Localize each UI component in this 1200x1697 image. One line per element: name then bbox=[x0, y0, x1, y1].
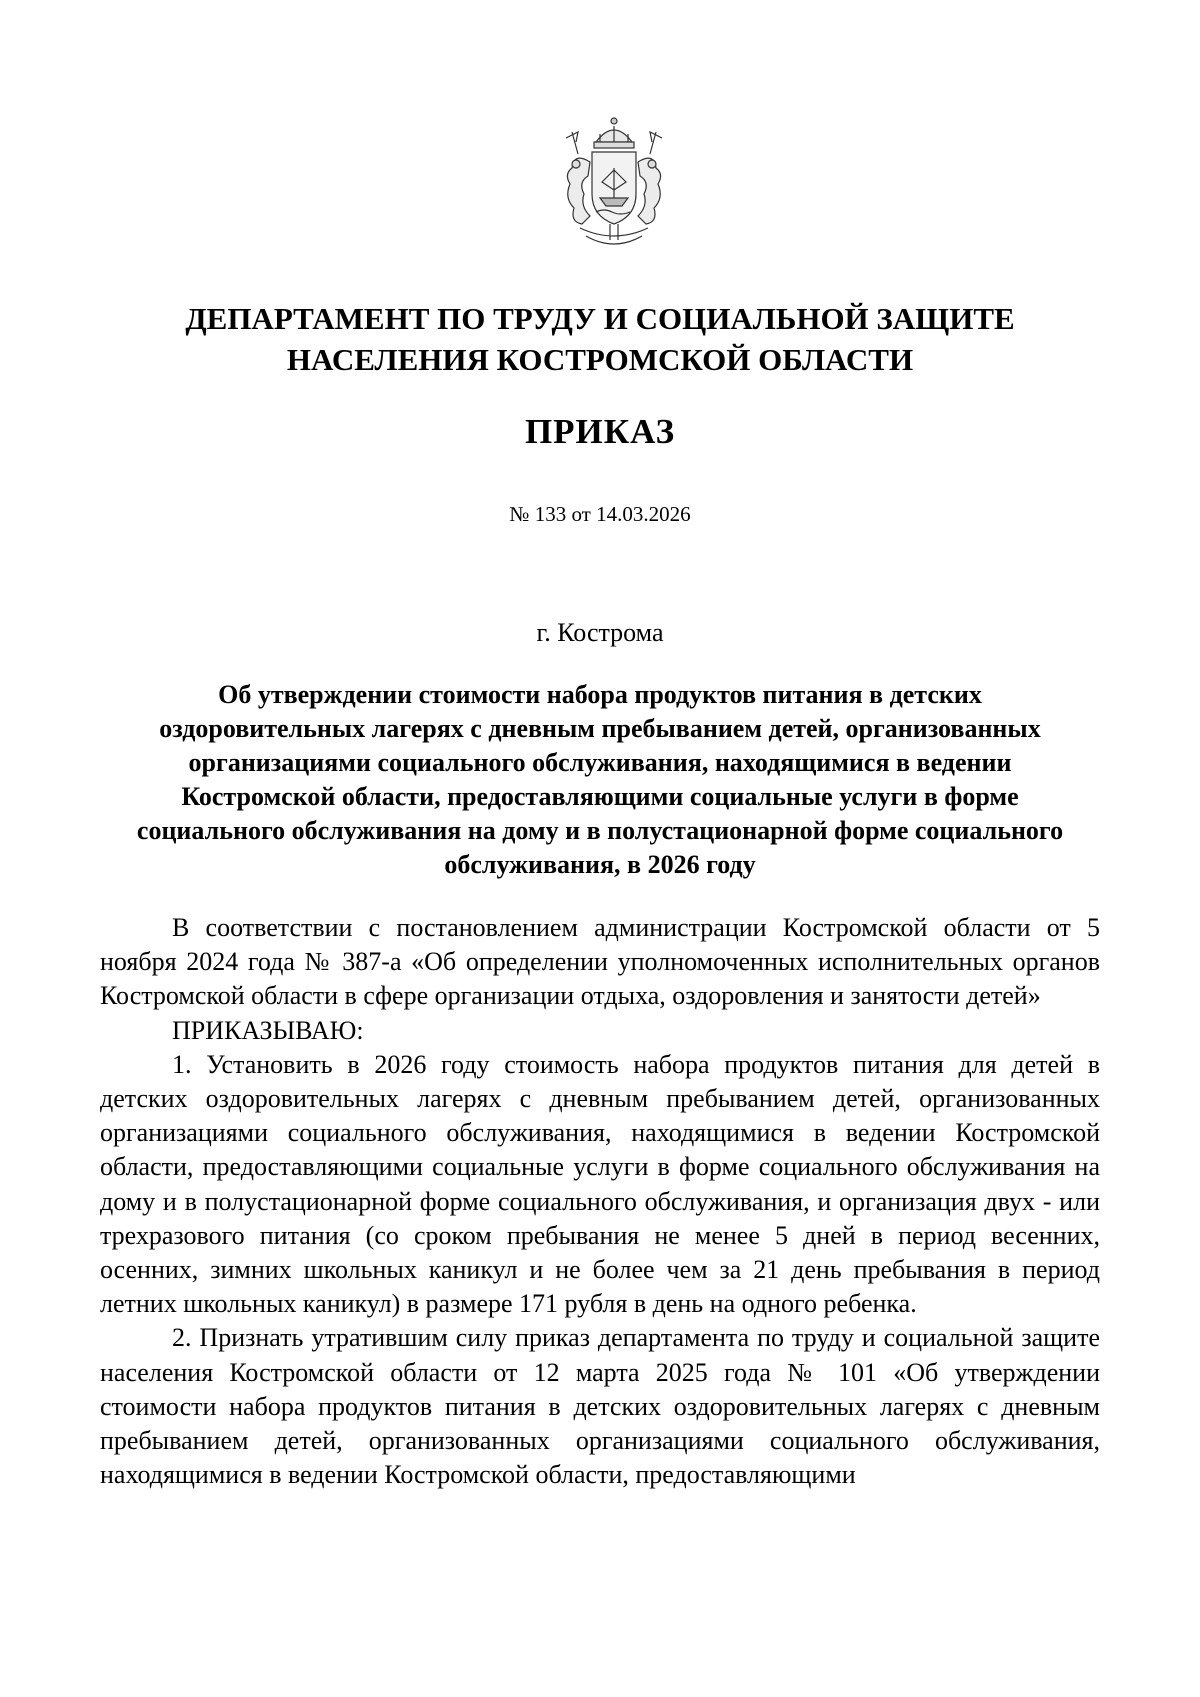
coat-of-arms-icon bbox=[550, 112, 678, 258]
subject-line: Об утверждении стоимости набора продуктов питания в детских bbox=[218, 680, 982, 709]
order-item-1: 1. Установить в 2026 году стоимость набора продуктов питания для детей в детских оздоровительных лагерях с дневным пребыванием детей, организованных организациями социального обслуживания, находящимися в ведении Костромской области, предоставляющими социальные услуги в форме социального обслуживания на дому и в полустационарной форме социального обслуживания, и организация двух - или трехразового питания (со сроком пребывания не менее 5 дней в период весенних, осенних, зимних школьных каникул и не более чем за 21 день пребывания в период летних школьных каникул) в размере 171 рубля в день на одного ребенка. bbox=[100, 1049, 1100, 1319]
city-line: г. Кострома bbox=[536, 618, 664, 647]
order-item-2: 2. Признать утратившим силу приказ департамента по труду и социальной защите населения Костромской области от 12 марта 2025 года № 101 «Об утверждении стоимости набора продуктов питания в детских оздоровительных лагерях с дневным пребыванием детей, организованных организациями социального обслуживания, находящимися в ведении Костромской области, предоставляющими bbox=[100, 1323, 1100, 1490]
subject-line: оздоровительных лагерях с дневным пребыванием детей, организованных bbox=[159, 714, 1041, 743]
department-line-2: НАСЕЛЕНИЯ КОСТРОМСКОЙ ОБЛАСТИ bbox=[286, 342, 914, 377]
order-number-date: № 133 от 14.03.2026 bbox=[509, 502, 691, 526]
document-type-title: ПРИКАЗ bbox=[524, 412, 676, 451]
subject-line: социального обслуживания на дому и в полустационарной форме социального bbox=[136, 816, 1064, 845]
preamble-paragraph: В соответствии с постановлением администрации Костромской области от 5 ноября 2024 года № 387-а «Об определении уполномоченных исполнительных органов Костромской области в сфере организации отдыха, оздоровления и занятости детей» bbox=[100, 913, 1100, 1011]
department-line-1: ДЕПАРТАМЕНТ ПО ТРУДУ И СОЦИАЛЬНОЙ ЗАЩИТЕ bbox=[185, 301, 1015, 336]
subject-line: организациями социального обслуживания, находящимися в ведении bbox=[188, 748, 1012, 777]
subject-line: Костромской области, предоставляющими социальные услуги в форме bbox=[181, 782, 1019, 811]
document-body bbox=[100, 911, 1100, 1492]
order-subject bbox=[100, 678, 1100, 882]
order-directive: ПРИКАЗЫВАЮ: bbox=[172, 1015, 364, 1045]
subject-line: обслуживания, в 2026 году bbox=[444, 850, 756, 879]
department-name bbox=[100, 298, 1100, 380]
